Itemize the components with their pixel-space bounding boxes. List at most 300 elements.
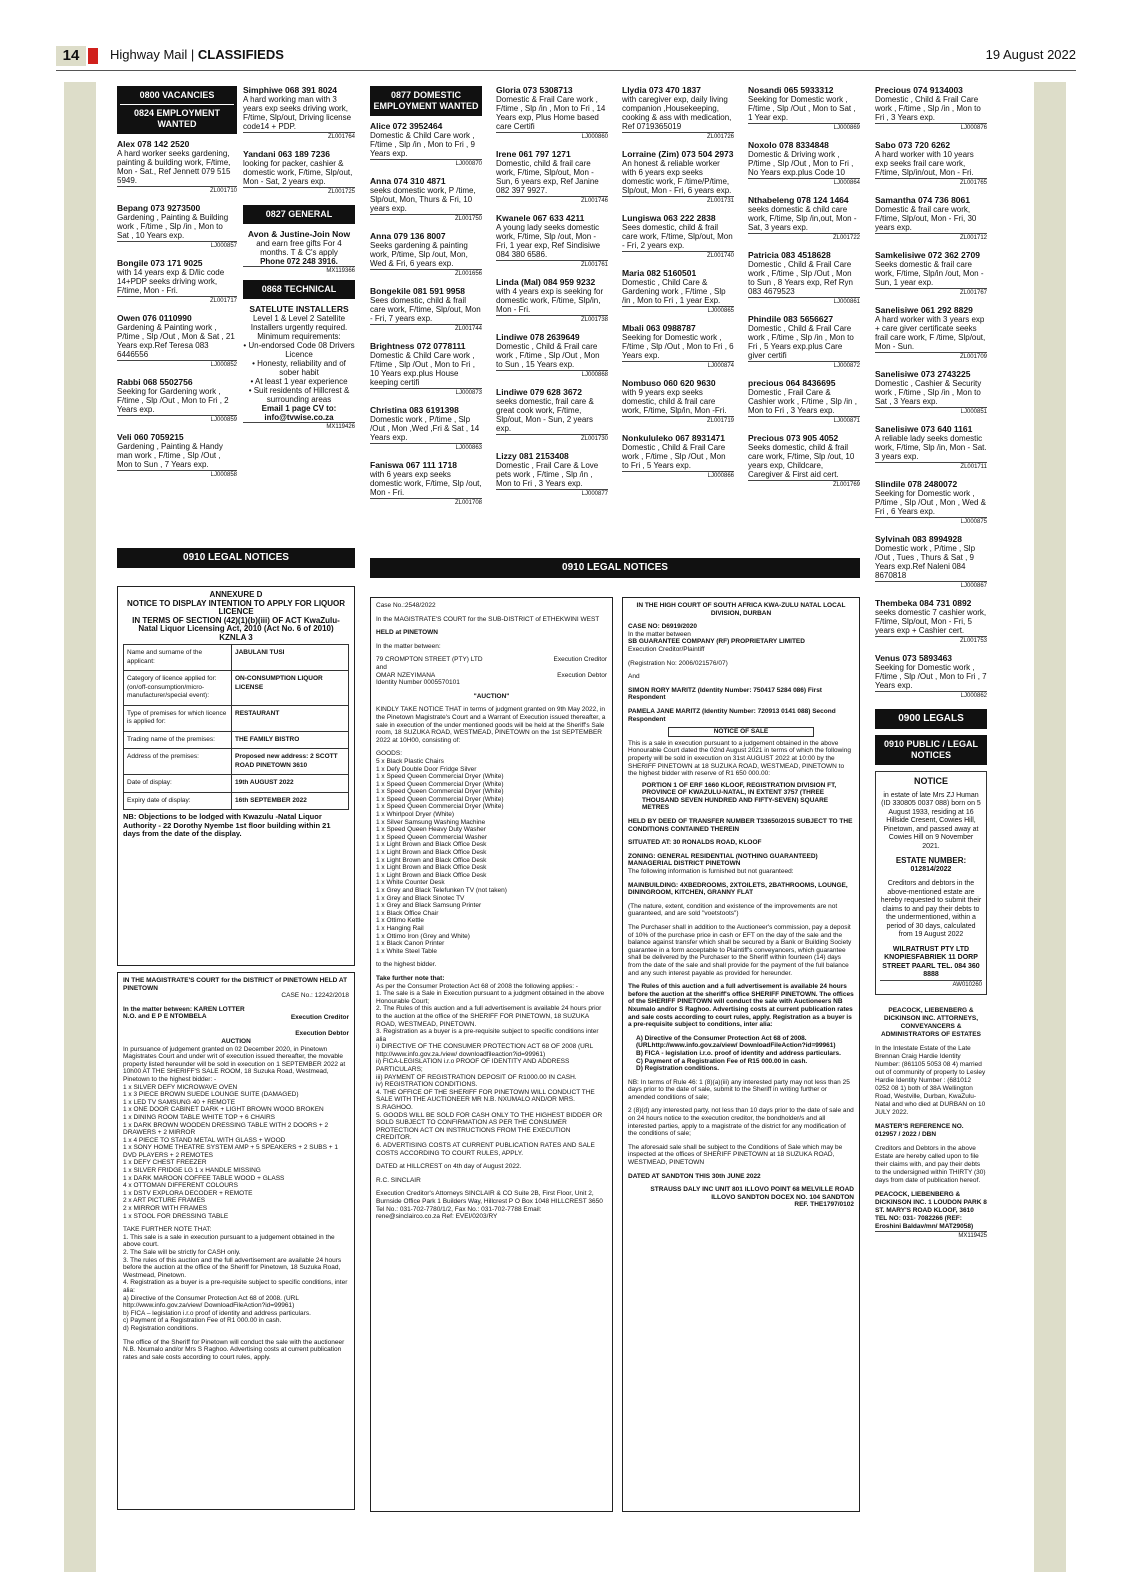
sale-note: d) Registration conditions. bbox=[123, 1324, 199, 1332]
classified-ad bbox=[875, 480, 987, 526]
ad-text: Domestic , Cashier & Security work , F/time , Slp /in , Mon to Sat , 3 Years exp. bbox=[875, 379, 982, 406]
ad-ref: LJ000858 bbox=[117, 470, 237, 479]
ad-ref: LJ000867 bbox=[875, 581, 987, 590]
sale-item: 1 x SILVER DEFY MICROWAVE OVEN bbox=[123, 1083, 238, 1091]
ad-text: Seeking for Domestic work , F/time , Slp /Out , Mon to Fri , 6 Years exp. bbox=[622, 333, 734, 360]
classified-ad bbox=[117, 140, 237, 195]
column-7 bbox=[875, 86, 987, 1240]
classified-ad bbox=[496, 214, 608, 269]
ad-text: with 14 years exp & D/lic code 14+PDP seeks driving work, F/time, Mon - Fri. bbox=[117, 268, 225, 295]
ad-name: Nosandi 065 5933312 bbox=[748, 85, 834, 95]
left-margin-strip bbox=[64, 82, 96, 1572]
classified-ad bbox=[622, 150, 734, 205]
classified-ad bbox=[370, 287, 482, 333]
ad-ref: ZL001717 bbox=[117, 296, 237, 305]
ad-ref: ZL001731 bbox=[622, 196, 734, 205]
ad-ref: LJ000875 bbox=[875, 517, 987, 526]
ad-text: Domestic & Frail Care work , F/time , Slp /in , Mon to Fri , 14 Years exp, Plus Home based care Certifi bbox=[496, 95, 606, 131]
brand-mark bbox=[88, 48, 98, 64]
classified-ad bbox=[748, 141, 860, 187]
ad-text: Seeks domestic & frail care work, F/time, Slp/in /out, Mon - Sun, 1 year exp. bbox=[875, 260, 984, 287]
sale-item: 1 x ONE DOOR CABINET DARK + LIGHT BROWN WOOD BROKEN bbox=[123, 1106, 324, 1114]
ads-list bbox=[117, 140, 237, 479]
sale-item: 2 x MIRROR WITH FRAMES bbox=[123, 1205, 208, 1213]
page-header bbox=[56, 46, 1076, 68]
ad-text: Domestic , Child & Frail Care work , F/time , Slp /Out , Mon to Fri , 5 Years exp. bbox=[622, 443, 726, 470]
goods-item: 1 x Silver Samsung Washing Machine bbox=[376, 818, 486, 826]
column-2 bbox=[243, 86, 355, 432]
section-technical: 0868 TECHNICAL bbox=[243, 280, 355, 299]
licence-row bbox=[124, 671, 349, 706]
ad-name: Anna 074 310 4871 bbox=[370, 176, 446, 186]
column-1 bbox=[117, 86, 237, 488]
ad-name: Thembeka 084 731 0892 bbox=[875, 598, 972, 608]
licence-label: Expiry date of display: bbox=[124, 792, 232, 810]
ad-text: Seeking for Domestic work , F/time , Slp /Out , Mon to Sat , 1 Year exp. bbox=[748, 95, 856, 122]
classified-ad bbox=[622, 379, 734, 425]
registration-conditions bbox=[628, 1035, 854, 1073]
ad-ref: LJ000877 bbox=[496, 489, 608, 498]
ads-list bbox=[243, 86, 355, 196]
column-4 bbox=[496, 86, 608, 507]
ad-text: with caregiver exp, daily living companion ,Housekeeping, cooking & ass with medication, Ref 0719365019 bbox=[622, 95, 732, 131]
ads-list bbox=[370, 122, 482, 507]
sale-note: 5. GOODS WILL BE SOLD FOR CASH ONLY TO THE HIGHEST BIDDER OR SOLD SUBJECT TO CONFIRMATION AS PER THE CONSUMER PROTECTION ACT ON INSTRUCTIONS FROM THE EXECUTION CREDITOR. bbox=[376, 1111, 603, 1142]
ad-ref: ZL001753 bbox=[875, 636, 987, 645]
classified-ad bbox=[748, 86, 860, 132]
ad-name: Samantha 074 736 8061 bbox=[875, 195, 970, 205]
sale-item: 2 x ART PICTURE FRAMES bbox=[123, 1197, 206, 1205]
ad-name: Lindiwe 079 628 3672 bbox=[496, 387, 582, 397]
classified-ad bbox=[496, 388, 608, 443]
ad-ref: LJ000872 bbox=[748, 361, 860, 370]
ad-ref: ZL001722 bbox=[748, 233, 860, 242]
ad-ref: LJ000873 bbox=[370, 388, 482, 397]
classified-ad bbox=[496, 452, 608, 498]
classified-ad bbox=[370, 122, 482, 168]
classified-ad bbox=[370, 232, 482, 278]
classified-ad bbox=[622, 269, 734, 315]
ad-ref: LJ000871 bbox=[748, 416, 860, 425]
licence-row bbox=[124, 705, 349, 731]
goods-item: 1 x Ottimo Iron (Grey and White) bbox=[376, 932, 470, 940]
ad-name: Christina 083 6191398 bbox=[370, 405, 459, 415]
ad-ref: LJ000864 bbox=[748, 178, 860, 187]
sale-note: i) DIRECTIVE OF THE CONSUMER PROTECTION ACT 68 OF 2008 (URL http://www.info.gov.za./view/ downloadfileaction?id=99961) bbox=[376, 1043, 593, 1058]
estate-notice-peacock: PEACOCK, LIEBENBERG & DICKINSON INC. ATTORNEYS, CONVEYANCERS & ADMINISTRATORS OF ESTATES In the Intestate Estate of the Late Brennan Craig Hardie Identity Number: (861105 5053 08 4) married out of community of property to Lesley Hardie Identity Number : (681012 0252 08 1) both of 38A Wellington Road, Westville, Durban, KwaZulu-Natal and who died at DURBAN on 10 JULY 2022. MASTER'S REFERENCE NO. 012957 / 2022 / DBN Creditors and Debtors in the above Estate are hereby called upon to file their claims with, and pay their debts to the undersigned within THIRTY (30) days from date of publication hereof. PEACOCK, LIEBENBERG & DICKINSON INC. 1 LOUDON PARK 8 ST. MARY'S ROAD KLOOF, 3610 TEL NO: 031- 7082266 (REF: Eroshini Baldav/mn/ MAT29058) MX119425 bbox=[875, 1007, 987, 1239]
ad-ref: LJ000860 bbox=[496, 132, 608, 141]
ad-text: seeks domestic & child care work, F/time, Slp /in,out, Mon - Sat, 3 years exp. bbox=[748, 205, 857, 232]
sale-item: 1 x STOOL FOR DRESSING TABLE bbox=[123, 1212, 229, 1220]
ad-ref: LJ000865 bbox=[622, 306, 734, 315]
sale-note: 4. THE OFFICE OF THE SHERIFF FOR PINETOWN WILL CONDUCT THE SALE WITH THE AUCTIONEER MR N.B. NXUMALO AND/OR MRS. S.RAGHOO. bbox=[376, 1088, 595, 1112]
ad-name: Mbali 063 0988787 bbox=[622, 323, 696, 333]
ad-ref: LJ000863 bbox=[370, 443, 482, 452]
ad-ref: ZL001656 bbox=[370, 269, 482, 278]
ad-text: Domestic , Child & Frail Care work , F/time , Slp /in , Mon to Fri , 5 Years exp.plus Care giver certifi bbox=[748, 324, 854, 360]
sale-note: 1. This sale is a sale in execution pursuant to a judgement obtained in the above court. bbox=[123, 1233, 335, 1249]
ad-text: Domestic , Child & Frail Care work , F/time , Slp /Out , Mon to Sun , 8 Years exp, Ref Ryn 083 4679523 bbox=[748, 260, 853, 296]
classified-ad bbox=[622, 434, 734, 480]
ad-ref: LJ000870 bbox=[370, 159, 482, 168]
ad-ref: ZL001764 bbox=[243, 132, 355, 141]
ad-text: Gardening , Painting & Handy man work , F/time , Slp /Out , Mon to Sun , 7 Years exp. bbox=[117, 442, 223, 469]
ad-ref: ZL001750 bbox=[370, 214, 482, 223]
classified-ad bbox=[875, 196, 987, 242]
ads-list bbox=[496, 86, 608, 498]
classified-ad bbox=[875, 425, 987, 471]
licence-row bbox=[124, 731, 349, 749]
sale-note: 3. The rules of this auction and the full advertisement are available 24 hours before the auction at the office of the Sheriff for Pinetown, 18 Suzuka Road, Westmead, Pinetown. bbox=[123, 1256, 342, 1279]
ad-text: Domestic work , P/time , Slp /Out , Mon ,Wed ,Fri & Sat , 14 Years exp. bbox=[370, 415, 480, 442]
ad-ref: LJ000876 bbox=[875, 123, 987, 132]
ad-text: seeks domestic work, P /time, Slp/out, Mon, Thurs & Fri, 10 years exp. bbox=[370, 186, 476, 213]
classified-ad bbox=[748, 434, 860, 489]
sale-item: 1 x DARK BROWN WOODEN DRESSING TABLE WITH 2 DOORS + 2 DRAWERS + 2 MIRROR bbox=[123, 1121, 329, 1137]
high-court-notice: IN THE HIGH COURT OF SOUTH AFRICA KWA-ZULU NATAL LOCAL DIVISION, DURBAN CASE NO: D6919/2020 In the matter between SB GUARANTEE COMPANY (RF) PROPRIETARY LIMITED Execution Creditor/Plaintiff (Registration No: 2006/021576/07) And SIMON RORY MARITZ (Identity Number: 750417 5284 086) First Respondent PAMELA JANE MARITZ (Identity Number: 720913 0141 088) Second Respondent NOTICE OF SALE This is a sale in execution pursuant to a judgement obtained in the above Honourable Court dated the 02nd August 2021 in terms of which the following property will be sold in execution on 31st AUGUST 2022 at 10:00 by the SHERIFF PINETOWN at 18 SUZUKA ROAD, WESTMEAD, PINETOWN to the highest bidder with reserve of R1 650 000.00: PORTION 1 OF ERF 1660 KLOOF, REGISTRATION DIVISION FT, PROVINCE OF KWAZULU-NATAL, IN EXTENT 3757 (THREE THOUSAND SEVEN HUNDRED AND FIFTY-SEVEN) SQUARE METRES HELD BY DEED OF TRANSFER NUMBER T33650/2015 SUBJECT TO THE CONDITIONS CONTAINED THEREIN SITUATED AT: 30 RONALDS ROAD, KLOOF ZONING: GENERAL RESIDENTIAL (NOTHING GUARANTEED) MANAGERIAL DISTRICT PINETOWN The following information is furnished but not guaranteed: MAINBUILDING: 4XBEDROOMS, 2XTOILETS, 2BATHROOMS, LOUNGE, DININGROOM, KITCHEN, GRANNY FLAT (The nature, extent, condition and existence of the improvements are not guaranteed, and are sold "voetstoots") The Purchaser shall in addition to the Auctioneer's commission, pay a deposit of 10% of the purchase price in cash or EFT on the day of the sale and the balance against transfer which shall be secured by a Bank or Building Society guarantee in a form acceptable to Plaintiff's conveyancers, which guarantee shall be delivered by the Purchaser to the Sheriff within fourteen (14) days from the date of the sale and shall provide for the payment of the full balance and any such interest payable as provided for hereunder. The Rules of this auction and a full advertisement is available 24 hours before the auction at the sheriff's office SHERIFF PINETOWN. The offices of the SHERIFF PINETOWN will conduct the sale with Auctioneers NB Nxumalo and/or S Raghoo. Advertising costs at current publication rates and sale costs according to court rules, apply. Registration as a buyer is a pre-requisite subject to conditions, inter alia: A) Directive of the Consumer Protection Act 68 of 2008. (URLhttp://www.info.gov.za/view/ DownloadFileAction?id=99961) B) FICA - legislation i.r.o. proof of identity and address particulars. C) Payment of a Registration Fee of R15 000.00 in cash. D) Registration conditions. NB: In terms of Rule 46: 1 (8)(a)(iii) any interested party may not less than 25 days prior to the date of sale, submit to the Sheriff in writing further or amended conditions of sale; 2 (8)(d) any interested party, not less than 10 days prior to the date of sale and on 24 hours notice to the execution creditor, the bondholder/s and all interested parties, apply to a magistrate of the district for any modification of the conditions of sale; The aforesaid sale shall be subject to the Conditions of Sale which may be inspected at the offices of SHERIFF PINETOWN at 18 SUZUKA ROAD, WESTMEAD, PINETOWN DATED AT SANDTON THIS 30th JUNE 2022 STRAUSS DALY INC UNIT 801 ILLOVO POINT 68 MELVILLE ROAD ILLOVO SANDTON DOCEX NO. 104 SANDTON REF. THE1797/0102 bbox=[622, 597, 860, 1512]
classified-ad bbox=[117, 314, 237, 369]
publication-title: Highway Mail | CLASSIFIEDS bbox=[110, 47, 284, 62]
sale-item: 1 x DINING ROOM TABLE WHITE TOP + 6 CHAIRS bbox=[123, 1113, 276, 1121]
ad-name: Faniswa 067 111 1718 bbox=[370, 460, 457, 470]
ad-text: Seeking for Domestic work , F/time , Slp /Out , Mon to Fri , 7 Years exp. bbox=[875, 663, 987, 690]
classified-ad bbox=[622, 86, 734, 141]
ad-text: Seeks gardening & painting work, P/time, Slp /out, Mon, Wed & Fri, 6 years exp. bbox=[370, 241, 468, 268]
ad-name: Venus 073 5893463 bbox=[875, 653, 953, 663]
ad-name: Sanelisiwe 073 640 1161 bbox=[875, 424, 973, 434]
ad-name: Yandani 063 189 7236 bbox=[243, 149, 330, 159]
ad-ref: LJ000852 bbox=[117, 360, 237, 369]
sale-note: 2. The Rules of this auction and a full advertisement is available 24 hours prior to the auction at the office of the SHERIFF FOR PINETOWN, 18 SUZUKA ROAD, WESTMEAD, PINETOWN. bbox=[376, 1005, 602, 1028]
licence-value: THE FAMILY BISTRO bbox=[232, 731, 349, 749]
goods-item: 1 x Speed Queen Heavy Duty Washer bbox=[376, 826, 486, 834]
ad-name: Sanelisiwe 061 292 8829 bbox=[875, 305, 973, 315]
ad-name: Lizzy 081 2153408 bbox=[496, 451, 569, 461]
ad-name: Slindile 078 2480072 bbox=[875, 479, 958, 489]
ad-name: Sanelisiwe 073 2743225 bbox=[875, 369, 971, 379]
ad-text: Gardening & Painting work , P/time , Slp /Out , Mon & Sat , 21 Years exp.Ref Teresa 083 6446556 bbox=[117, 323, 235, 359]
ad-ref: LJ000869 bbox=[748, 123, 860, 132]
ad-ref: ZL001710 bbox=[117, 186, 237, 195]
ad-text: A hard worker seeks gardening, painting & building work, F/time, Mon - Sat., Ref Jennett 079 515 5949. bbox=[117, 149, 231, 185]
licence-value: 16th SEPTEMBER 2022 bbox=[232, 792, 349, 810]
licence-value: ON-CONSUMPTION LIQUOR LICENSE bbox=[232, 671, 349, 706]
ad-text: Domestic , Frail Care & Cashier work , F/time , Slp /in , Mon to Fri , 3 Years exp. bbox=[748, 388, 857, 415]
licence-value: JABULANI TUSI bbox=[232, 645, 349, 671]
ad-text: A hard working man with 3 years exp seeks driving work, F/time, Slp/out, Driving license code14 + PDP. bbox=[243, 95, 352, 131]
classified-ad bbox=[875, 141, 987, 187]
ad-text: seeks domestic 7 cashier work, F/time, Slp/out, Mon - Fri, 5 years exp + Cashier cert. bbox=[875, 608, 987, 635]
ad-text: Domestic , Child Care & Gardening work , F/time , Slp /in , Mon to Fri , 1 year Exp. bbox=[622, 278, 726, 305]
ad-name: Anna 079 136 8007 bbox=[370, 231, 446, 241]
section-general: 0827 GENERAL bbox=[243, 205, 355, 224]
estate-notice: NOTICE in estate of late Mrs ZJ Human (ID 330805 0037 088) born on 5 August 1933, residing at 16 Hillside Cresent, Cowies Hill, Pinetown, and passed away at Cowies Hill on 9 November 2021. ESTATE NUMBER: 012814/2022 Creditors and debtors in the above-mentioned estate are hereby requested to submit their claims to and pay their debts to the undermentioned, within a period of 30 days, calculated from 19 August 2022 WILRATRUST PTY LTD KNOPIESFABRIEK 11 DORP STREET PAARL TEL. 084 360 8888 AW010260 bbox=[875, 771, 987, 995]
ad-text: seeks domestic, frail care & great cook work, F/time, Slp/out, Mon - Sun, 2 years exp. bbox=[496, 397, 594, 433]
sale-notes bbox=[376, 990, 607, 1157]
technical-ad: SATELUTE INSTALLERS Level 1 & Level 2 Satellite Installers urgently required. Minimum requirements: • Un-endorsed Code 08 Drivers Licence • Honesty, reliability and of sober habit • At least 1 year experience • Suit residents of Hillcrest & surrounding areas Email 1 page CV to: info@tvwise.co.za MX119426 bbox=[243, 304, 355, 430]
sale-item: 1 x DSTV EXPLORA DECODER + REMOTE bbox=[123, 1189, 253, 1197]
classified-ad bbox=[496, 86, 608, 141]
classified-ad bbox=[496, 333, 608, 379]
classified-ad bbox=[875, 654, 987, 700]
ad-text: An honest & reliable worker with 6 years exp seeks domestic work, F /time/P/time, Slp/out, Mon - Fri, 6 years exp. bbox=[622, 159, 732, 195]
sale-item: 1 x DARK MAROON COFFEE TABLE WOOD + GLASS bbox=[123, 1174, 285, 1182]
licence-label: Trading name of the premises: bbox=[124, 731, 232, 749]
sale-note: 4. Registration as a buyer is a pre-requisite subject to specific conditions, inter alia: bbox=[123, 1279, 348, 1294]
classified-ad bbox=[748, 196, 860, 242]
sale-note: 2. The Sale will be strictly for CASH only. bbox=[123, 1249, 241, 1256]
ad-ref: ZL001725 bbox=[243, 187, 355, 196]
ads-list bbox=[748, 86, 860, 489]
goods-item: 1 x White Counter Desk bbox=[376, 879, 445, 887]
licence-label: Category of licence applied for: (on/off-consumption/micro-manufacturer/special event): bbox=[124, 671, 232, 706]
general-ad: Avon & Justine-Join Now and earn free gifts For 4 months. T & C's apply Phone 072 248 3916. MX119366 bbox=[243, 230, 355, 276]
ad-name: Irene 061 797 1271 bbox=[496, 149, 571, 159]
section-legal-notices-left: 0910 LEGAL NOTICES bbox=[117, 548, 355, 568]
sale-note: c) Payment of a Registration Fee of R1 000.00 in cash. bbox=[123, 1317, 282, 1325]
ad-text: Domestic , Child & Frail Care work , F/time , Slp /in , Mon to Fri , 3 Years exp. bbox=[875, 95, 981, 122]
goods-item: 1 x Whirlpool Dryer (White) bbox=[376, 811, 455, 819]
ad-ref: ZL001744 bbox=[370, 324, 482, 333]
ad-name: Maria 082 5160501 bbox=[622, 268, 697, 278]
ad-name: Phindile 083 5656627 bbox=[748, 314, 834, 324]
goods-item: 1 x Speed Queen Commercial Dryer (White) bbox=[376, 795, 504, 803]
ad-name: Sylvinah 083 8994928 bbox=[875, 534, 962, 544]
sale-note: 6. ADVERTISING COSTS AT CURRENT PUBLICATION RATES AND SALE COSTS ACCORDING TO COURT RULES, APPLY. bbox=[376, 1142, 595, 1157]
ad-name: Patricia 083 4518628 bbox=[748, 250, 831, 260]
sale-item: 1 x 3 PIECE BROWN SUEDE LOUNGE SUITE (DAMAGED) bbox=[123, 1091, 299, 1099]
ad-ref: LJ000861 bbox=[748, 297, 860, 306]
ad-text: Domestic & Child Care work , F/time , Slp /Out , Mon to Fri , 10 Years exp.plus House keeping certifi bbox=[370, 351, 475, 387]
goods-item: 5 x Black Plastic Chairs bbox=[376, 757, 444, 765]
sale-note: 1. The sale is a Sale in Execution pursuant to a judgment obtained in the above Honourable Court; bbox=[376, 990, 605, 1005]
ad-text: Sees domestic, child & frail care work, F/time, Slp/out, Mon - Fri, 7 years exp. bbox=[370, 296, 481, 323]
classified-ad bbox=[496, 278, 608, 324]
ad-name: Bongile 073 171 9025 bbox=[117, 258, 203, 268]
classified-ad bbox=[117, 433, 237, 479]
classified-ad bbox=[875, 370, 987, 416]
registration-condition: A) Directive of the Consumer Protection Act 68 of 2008. (URLhttp://www.info.gov.za/view/ DownloadFileAction?id=99961) bbox=[636, 1034, 836, 1050]
ad-name: Nthabeleng 078 124 1464 bbox=[748, 195, 849, 205]
ad-text: Seeking for Gardening work , F/time , Slp /Out , Mon to Fri , 2 Years exp. bbox=[117, 387, 229, 414]
ad-name: precious 064 8436695 bbox=[748, 378, 836, 388]
section-domestic: 0877 DOMESTIC EMPLOYMENT WANTED bbox=[370, 86, 482, 116]
ad-name: Linda (Mal) 084 959 9232 bbox=[496, 277, 596, 287]
ad-name: Lindiwe 078 2639649 bbox=[496, 332, 580, 342]
ad-ref: ZL001730 bbox=[496, 434, 608, 443]
goods-item: 1 x Ottimo Kettle bbox=[376, 917, 425, 925]
licence-label: Name and surname of the applicant: bbox=[124, 645, 232, 671]
ad-text: Gardening , Painting & Building work , F/time , Slp /in , Mon to Sat , 10 Years exp. bbox=[117, 213, 229, 240]
column-3 bbox=[370, 86, 482, 516]
goods-item: 1 x Grey and Black Sinotec TV bbox=[376, 894, 465, 902]
ad-name: Sabo 073 720 6262 bbox=[875, 140, 951, 150]
header-rule bbox=[56, 70, 1076, 71]
section-legal-notices-mid: 0910 LEGAL NOTICES bbox=[370, 558, 860, 578]
classified-ad bbox=[875, 599, 987, 645]
page-number: 14 bbox=[56, 46, 86, 66]
goods-item: 1 x Black Canon Printer bbox=[376, 940, 445, 948]
ad-ref: LJ000868 bbox=[496, 370, 608, 379]
ads-list bbox=[875, 86, 987, 700]
goods-item: 1 x Speed Queen Commercial Dryer (White) bbox=[376, 788, 504, 796]
ad-name: Owen 076 0110990 bbox=[117, 313, 192, 323]
pinetown-court-notice: IN THE MAGISTRATE'S COURT for the DISTRICT of PINETOWN HELD AT PINETOWN CASE No.: 12242/2018 In the matter between: KAREN LOTTER N.O. and E P E NTOMBELA Execution Creditor Execution Debtor AUCTION In pursuance of judgement granted on 02 December 2020, in Pinetown Magistrates Court and under writ of execution issued thereafter, the movable property listed hereunder will be sold in execution on 1 SEPTEMBER 2022 at 10h00 AT THE SHERIFF'S SALE ROOM, 18 Suzuka Road, Westmead, Pinetown to the highest bidder: - 1 x SILVER DEFY MICROWAVE OVEN 1 x 3 PIECE BROWN SUEDE LOUNGE SUITE (DAMAGED) 1 x LED TV SAMSUNG 40 + REMOTE 1 x ONE DOOR CABINET DARK + LIGHT BROWN WOOD BROKEN 1 x DINING ROOM TABLE WHITE TOP + 6 CHAIRS 1 x DARK BROWN WOODEN DRESSING TABLE WITH 2 DOORS + 2 DRAWERS + 2 MIRROR 1 x 4 PIECE TO STAND METAL WITH GLASS + WOOD 1 x SONY HOME THEATRE SYSTEM AMP + 5 SPEAKERS + 2 SUBS + 1 DVD PLAYERS + 2 REMOTES 1 x DEFY CHEST FREEZER 1 x SILVER FRIDGE LG 1 x HANDLE MISSING 1 x DARK MAROON COFFEE TABLE WOOD + GLASS 4 x OTTOMAN DIFFERENT COLOURS 1 x DSTV EXPLORA DECODER + REMOTE 2 x ART PICTURE FRAMES 2 x MIRROR WITH FRAMES 1 x STOOL FOR DRESSING TABLE TAKE FURTHER NOTE THAT: 1. This sale is a sale in execution pursuant to a judgement obtained in the above court. 2. The Sale will be strictly for CASH only. 3. The rules of this auction and the full advertisement are available 24 hours before the auction at the office of the Sheriff for Pinetown, 18 Suzuka Road, Westmead, Pinetown. 4. Registration as a buyer is a pre-requisite subject to specific conditions, inter alia: a) Directive of the Consumer Protection Act 68 of 2008. (URL http://www.info.gov.za/view/ DownloadFileAction?id=99961) b) FICA – legislation i.r.o proof of identity and address particulars. c) Payment of a Registration Fee of R1 000.00 in cash. d) Registration conditions. The office of the Sheriff for Pinetown will conduct the sale with the auctioneer N.B. Nxumalo and/or Mrs S Raghoo. Advertising costs at current publication rates and sale costs according to court rules, apply. bbox=[117, 972, 355, 1510]
classified-ad bbox=[748, 379, 860, 425]
licence-row bbox=[124, 645, 349, 671]
ad-ref: ZL001709 bbox=[875, 352, 987, 361]
sale-item: 1 x 4 PIECE TO STAND METAL WITH GLASS + WOOD bbox=[123, 1136, 286, 1144]
classified-ad bbox=[370, 461, 482, 507]
registration-condition: D) Registration conditions. bbox=[636, 1065, 720, 1073]
ad-name: Alex 078 142 2520 bbox=[117, 139, 190, 149]
goods-item: 1 x Speed Queen Commercial Dryer (White) bbox=[376, 803, 504, 811]
ad-name: Gloria 073 5308713 bbox=[496, 85, 573, 95]
sale-item: 1 x SILVER FRIDGE LG 1 x HANDLE MISSING bbox=[123, 1167, 261, 1175]
column-6 bbox=[748, 86, 860, 498]
section-public-legal: 0910 PUBLIC / LEGAL NOTICES bbox=[875, 735, 987, 765]
ad-text: Seeking for Domestic work , P/time , Slp /Out , Mon , Wed & Fri , 6 Years exp. bbox=[875, 489, 987, 516]
ad-name: Kwanele 067 633 4211 bbox=[496, 213, 585, 223]
ad-text: A hard worker with 3 years exp + care giver certificate seeks frail care work, F /time, Slp/out, Mon - Sun. bbox=[875, 315, 986, 351]
sale-note: iii) PAYMENT OF REGISTRATION DEPOSIT OF R1000.00 IN CASH. bbox=[376, 1073, 577, 1081]
ad-ref: LJ000859 bbox=[117, 415, 237, 424]
classified-ad bbox=[748, 251, 860, 306]
classified-ad bbox=[117, 378, 237, 424]
ad-ref: ZL001711 bbox=[875, 462, 987, 471]
ad-ref: LJ000857 bbox=[117, 241, 237, 250]
classified-ad bbox=[875, 535, 987, 590]
column-5 bbox=[622, 86, 734, 489]
licence-row bbox=[124, 749, 349, 775]
licence-value: RESTAURANT bbox=[232, 705, 349, 731]
classified-ad bbox=[496, 150, 608, 205]
classified-ad bbox=[243, 150, 355, 196]
ad-text: A young lady seeks domestic work, F/time, Slp /out, Mon - Fri, 1 year exp, Ref Sindisiwe 084 380 6586. bbox=[496, 223, 601, 259]
licence-label: Date of display: bbox=[124, 775, 232, 793]
licence-value: 19th AUGUST 2022 bbox=[232, 775, 349, 793]
goods-item: 1 x Speed Queen Commercial Dryer (White) bbox=[376, 773, 504, 781]
ad-ref: LJ000851 bbox=[875, 407, 987, 416]
ad-name: Llydia 073 470 1837 bbox=[622, 85, 701, 95]
classified-ad bbox=[370, 406, 482, 452]
ad-ref: ZL001740 bbox=[622, 251, 734, 260]
licence-value: Proposed new address: 2 SCOTT ROAD PINETOWN 3610 bbox=[232, 749, 349, 775]
classified-ad bbox=[875, 251, 987, 297]
ad-name: Noxolo 078 8334848 bbox=[748, 140, 829, 150]
ad-text: Seeks domestic, child & frail care work, F/time, Slp /out, 10 years exp, Childcare, Caregiver & First aid cert. bbox=[748, 443, 855, 479]
ad-ref: ZL001708 bbox=[370, 498, 482, 507]
section-legals: 0900 LEGALS bbox=[875, 709, 987, 729]
goods-item: 1 x Light Brown and Black Office Desk bbox=[376, 856, 487, 864]
classified-ad bbox=[875, 306, 987, 361]
sale-item: 1 x LED TV SAMSUNG 40 + REMOTE bbox=[123, 1098, 236, 1106]
sale-note: ii) FICA-LEGISLATION i.r.o PROOF OF IDENTITY AND ADDRESS PARTICULARS; bbox=[376, 1058, 570, 1074]
goods-item: 1 x Black Office Chair bbox=[376, 909, 439, 917]
goods-item: 1 x Light Brown and Black Office Desk bbox=[376, 841, 487, 849]
ad-name: Rabbi 068 5502756 bbox=[117, 377, 193, 387]
goods-item: 1 x Light Brown and Black Office Desk bbox=[376, 871, 487, 879]
sale-item: 1 x DEFY CHEST FREEZER bbox=[123, 1159, 207, 1167]
ad-ref: ZL001738 bbox=[496, 315, 608, 324]
ad-name: Samkelisiwe 072 362 2709 bbox=[875, 250, 980, 260]
goods-item: 1 x Light Brown and Black Office Desk bbox=[376, 849, 487, 857]
ad-ref: ZL001765 bbox=[875, 178, 987, 187]
ad-name: Precious 074 9134003 bbox=[875, 85, 963, 95]
issue-date: 19 August 2022 bbox=[985, 47, 1076, 62]
goods-item: 1 x Grey and Black Telefunken TV (not taken) bbox=[376, 887, 507, 894]
section-vacancies: 0800 VACANCIES 0824 EMPLOYMENT WANTED bbox=[117, 86, 237, 134]
ad-name: Nombuso 060 620 9630 bbox=[622, 378, 716, 388]
ad-ref: LJ000874 bbox=[622, 361, 734, 370]
classified-ad bbox=[370, 342, 482, 397]
sale-item: 4 x OTTOMAN DIFFERENT COLOURS bbox=[123, 1182, 238, 1190]
goods-item: 1 x White Steel Table bbox=[376, 947, 437, 955]
ad-name: Lorraine (Zim) 073 504 2973 bbox=[622, 149, 734, 159]
goods-item: 1 x Speed Queen Commercial Dryer (White) bbox=[376, 780, 504, 788]
ad-name: Nonkululeko 067 8931471 bbox=[622, 433, 726, 443]
sale-note: iv) REGISTRATION CONDITIONS. bbox=[376, 1081, 478, 1089]
classified-ad bbox=[117, 259, 237, 305]
sale-notes bbox=[123, 1234, 349, 1333]
ad-ref: LJ000866 bbox=[622, 471, 734, 480]
ad-ref: ZL001712 bbox=[875, 233, 987, 242]
ad-ref: ZL001769 bbox=[748, 480, 860, 489]
goods-item: 1 x Defy Double Door Fridge Silver bbox=[376, 765, 477, 773]
registration-condition: C) Payment of a Registration Fee of R15 000.00 in cash. bbox=[636, 1057, 808, 1065]
classified-ad bbox=[243, 86, 355, 141]
goods-item: 1 x Light Brown and Black Office Desk bbox=[376, 864, 487, 872]
ad-name: Veli 060 7059215 bbox=[117, 432, 184, 442]
ad-ref: LJ000862 bbox=[875, 691, 987, 700]
ad-text: Domestic & frail care work, F/time, Slp/out, Mon - Fri, 30 years exp. bbox=[875, 205, 977, 232]
sale-note: 3. Registration as a buyer is a pre-requisite subject to specific conditions inter alia bbox=[376, 1028, 599, 1043]
ad-name: Simphiwe 068 391 8024 bbox=[243, 85, 338, 95]
registration-condition: B) FICA - legislation i.r.o. proof of identity and address particulars. bbox=[636, 1049, 841, 1057]
classified-ad bbox=[748, 315, 860, 370]
licence-row bbox=[124, 775, 349, 793]
goods-list bbox=[376, 758, 607, 955]
sale-item: 1 x SONY HOME THEATRE SYSTEM AMP + 5 SPEAKERS + 2 SUBS + 1 DVD PLAYERS + 2 REMOTES bbox=[123, 1144, 338, 1159]
ad-text: Sees domestic, child & frail care work, F/time, Slp/out, Mon - Fri, 2 years exp. bbox=[622, 223, 733, 250]
ad-text: Domestic , Frail Care & Love pets work , F/time , Slp /in , Mon to Fri , 3 Years exp. bbox=[496, 461, 599, 488]
ad-name: Brightness 072 0778111 bbox=[370, 341, 466, 351]
ad-ref: ZL001726 bbox=[622, 132, 734, 141]
ad-text: Domestic work , P/time , Slp /Out , Tues , Thurs & Sat , 9 Years exp.Ref Naleni 084 8670818 bbox=[875, 544, 976, 580]
goods-item: 1 x Speed Queen Commercial Washer bbox=[376, 833, 488, 841]
ad-name: Precious 073 905 4052 bbox=[748, 433, 839, 443]
ethekwini-court-notice: Case No.:2548/2022 In the MAGISTRATE'S COURT for the SUB-DISTRICT of ETHEKWINI WEST HELD at PINETOWN In the matter between: 79 CROMPTON STREET (PTY) LTD Execution Creditor and OMAR NZEYIMANA Execution Debtor Identity Number 0005570101 "AUCTION" KINDLY TAKE NOTICE THAT in terms of judgment granted on 9th May 2022, in the Pinetown Magistrate's Court and a Warrant of Execution issued thereafter, a sale in execution of the under mentioned goods will be held at the Sheriff's Sale room, 18 SUZUKA ROAD, WESTMEAD, PINETOWN on the 1st SEPTEMBER 2022 at 10H00, consisting of: GOODS: 5 x Black Plastic Chairs 1 x Defy Double Door Fridge Silver 1 x Speed Queen Commercial Dryer (White) 1 x Speed Queen Commercial Dryer (White) 1 x Speed Queen Commercial Dryer (White) 1 x Speed Queen Commercial Dryer (White) 1 x Speed Queen Commercial Dryer (White) 1 x Whirlpool Dryer (White) 1 x Silver Samsung Washing Machine 1 x Speed Queen Heavy Duty Washer 1 x Speed Queen Commercial Washer 1 x Light Brown and Black Office Desk 1 x Light Brown and Black Office Desk 1 x Light Brown and Black Office Desk 1 x Light Brown and Black Office Desk 1 x Light Brown and Black Office Desk 1 x White Counter Desk 1 x Grey and Black Telefunken TV (not taken) 1 x Grey and Black Sinotec TV 1 x Grey and Black Samsung Printer 1 x Black Office Chair 1 x Ottimo Kettle 1 x Hanging Rail 1 x Ottimo Iron (Grey and White) 1 x Black Canon Printer 1 x White Steel Table to the highest bidder. Take further note that: As per the Consumer Protection Act 68 of 2008 the following applies: - 1. The sale is a Sale in Execution pursuant to a judgment obtained in the above Honourable Court; 2. The Rules of this auction and a full advertisement is available 24 hours prior to the auction at the office of the SHERIFF FOR PINETOWN, 18 SUZUKA ROAD, WESTMEAD, PINETOWN. 3. Registration as a buyer is a pre-requisite subject to specific conditions inter alia i) DIRECTIVE OF THE CONSUMER PROTECTION ACT 68 OF 2008 (URL http://www.info.gov.za./view/ downloadfileaction?id=99961) ii) FICA-LEGISLATION i.r.o PROOF OF IDENTITY AND ADDRESS PARTICULARS; iii) PAYMENT OF REGISTRATION DEPOSIT OF R1000.00 IN CASH. iv) REGISTRATION CONDITIONS. 4. THE OFFICE OF THE SHERIFF FOR PINETOWN WILL CONDUCT THE SALE WITH THE AUCTIONEER MR N.B. NXUMALO AND/OR MRS. S.RAGHOO. 5. GOODS WILL BE SOLD FOR CASH ONLY TO THE HIGHEST BIDDER OR SOLD SUBJECT TO CONFIRMATION AS PER THE CONSUMER PROTECTION ACT ON INSTRUCTIONS FROM THE EXECUTION CREDITOR. 6. ADVERTISING COSTS AT CURRENT PUBLICATION RATES AND SALE COSTS ACCORDING TO COURT RULES, APPLY. DATED at HILLCREST on 4th day of August 2022. R.C. SINCLAIR Execution Creditor's Attorneys SINCLAIR & CO Suite 2B, First Floor, Unit 2, Burnside Office Park 1 Builders Way, Hillcrest P O Box 1048 HILLCREST 3650 Tel No.: 031-702-7780/1/2, Fax No.: 031-702-7788 Email: rene@sinclairco.co.za Ref: EVEI/0203/RY bbox=[370, 597, 613, 1512]
ad-text: with 6 years exp seeks domestic work, F/time, Slp /out, Mon - Fri. bbox=[370, 470, 482, 497]
ad-name: Lungiswa 063 222 2838 bbox=[622, 213, 716, 223]
ad-text: with 4 years exp is seeking for domestic work, F/time, Slp/in, Mon - Fri. bbox=[496, 287, 604, 314]
liquor-licence-notice: ANNEXURE D NOTICE TO DISPLAY INTENTION TO APPLY FOR LIQUOR LICENCE IN TERMS OF SECTION (42)(1)(b)(iii) OF ACT KwaZulu-Natal Liquor Licensing Act, 2010 (Act No. 6 of 2010) KZNLA 3 Name and surname of the applicant: JABULANI TUSI Category of licence applied for: (on/off-consumption/micro-manufacturer/special event): ON-CONSUMPTION LIQUOR LICENSE Type of premises for which licence is applied for: RESTAURANT Trading name of the premises: THE FAMILY BISTRO Address of the premises: Proposed new address: 2 SCOTT ROAD PINETOWN 3610 Date of display: 19th AUGUST 2022 Expiry date of display: 16th SEPTEMBER 2022 NB: Objections to be lodged with Kwazulu -Natal Liquor Authority - 22 Dorothy Nyembe 1st floor building within 21 days from the date of the display. bbox=[117, 586, 355, 966]
right-margin-strip bbox=[1034, 82, 1066, 1572]
classified-ad bbox=[117, 204, 237, 250]
licence-row bbox=[124, 792, 349, 810]
ad-text: A reliable lady seeks domestic work, F/time, Slp /in, Mon - Sat. 3 years exp. bbox=[875, 434, 987, 461]
ad-text: Domestic & Child Care work , F/time , Slp /in , Mon to Fri , 9 Years exp. bbox=[370, 131, 475, 158]
sale-note: a) Directive of the Consumer Protection Act 68 of 2008. (URL http://www.info.gov.za/view/ DownloadFileAction?id=99961) bbox=[123, 1294, 299, 1310]
licence-label: Address of the premises: bbox=[124, 749, 232, 775]
ad-ref: ZL001761 bbox=[496, 260, 608, 269]
ads-list bbox=[622, 86, 734, 480]
sale-items bbox=[123, 1084, 349, 1221]
ad-ref: ZL001767 bbox=[875, 288, 987, 297]
sale-note: b) FICA – legislation i.r.o proof of identity and address particulars. bbox=[123, 1309, 311, 1317]
licence-label: Type of premises for which licence is applied for: bbox=[124, 705, 232, 731]
classified-ad bbox=[622, 324, 734, 370]
